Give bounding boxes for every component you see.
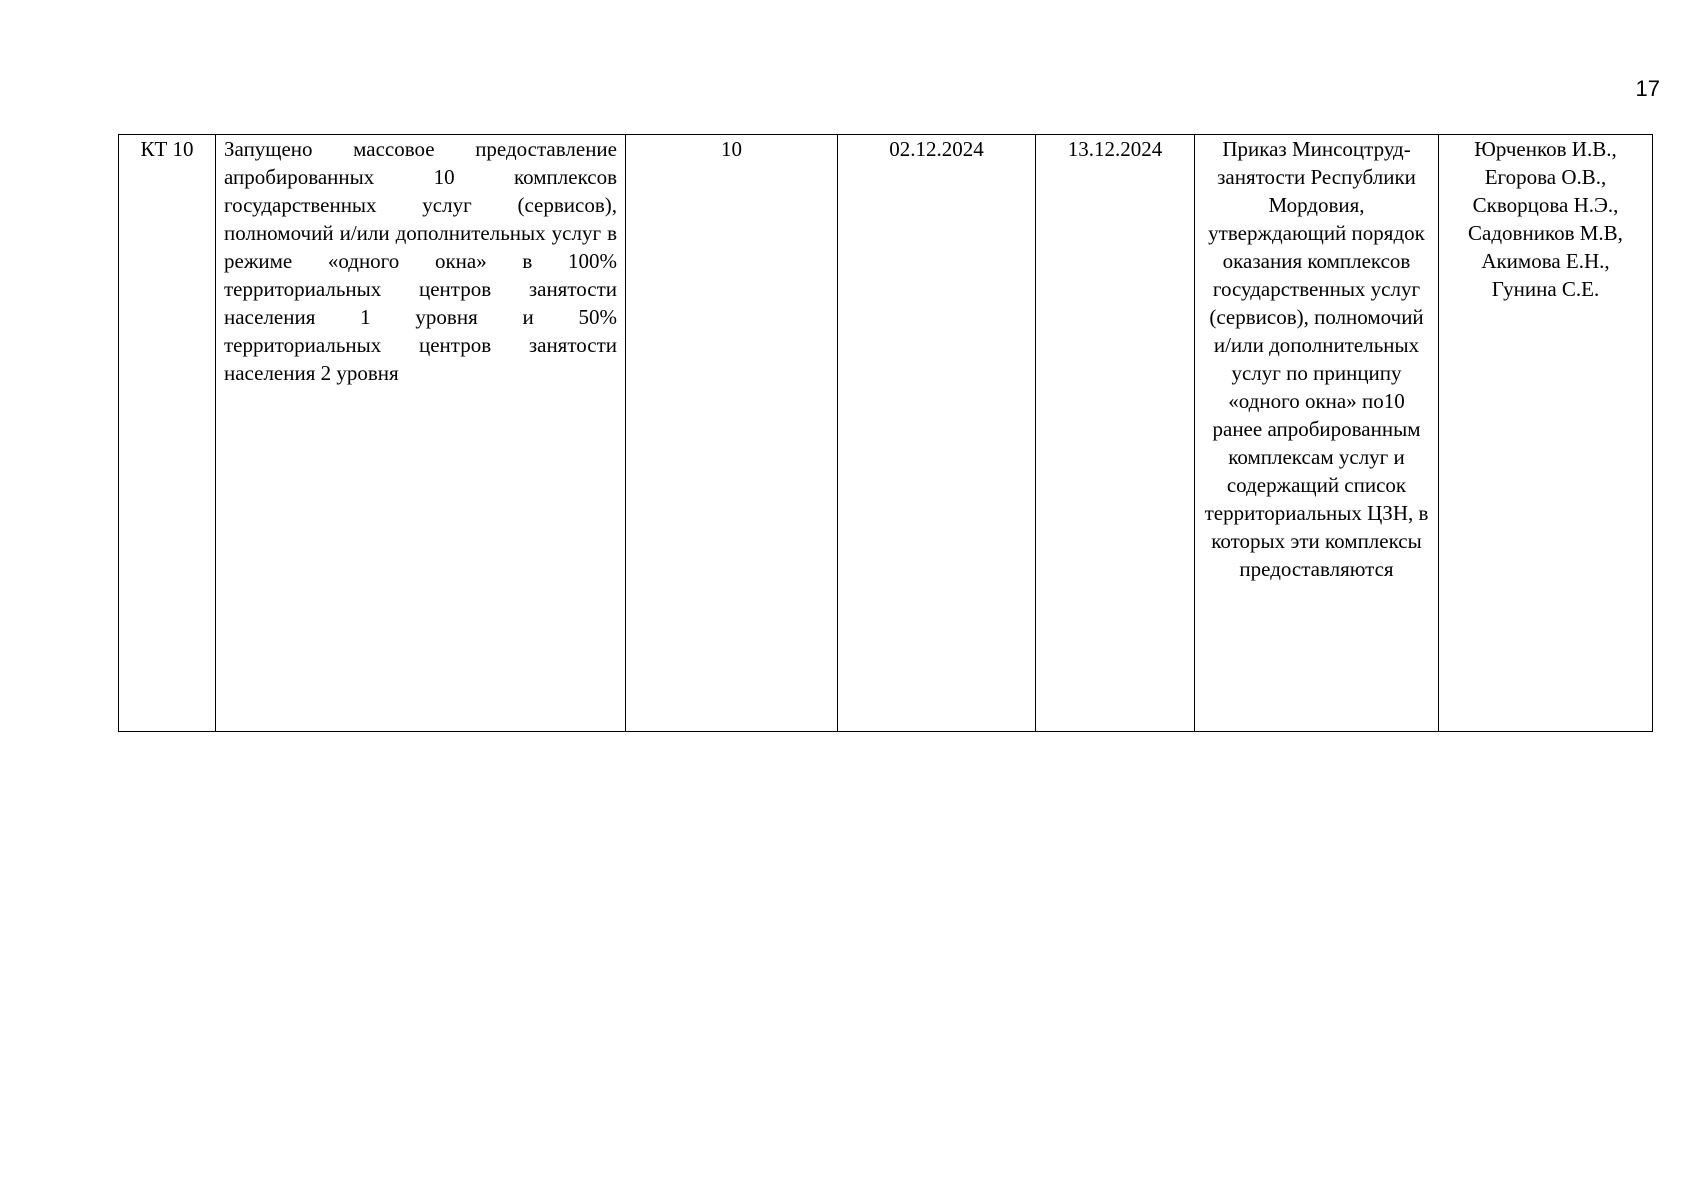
- control-point-description-cell: [216, 135, 626, 732]
- document-cell: [1195, 135, 1439, 732]
- end-date: 13.12.2024: [1067, 137, 1163, 161]
- value-cell: [626, 135, 838, 732]
- start-date-cell: [838, 135, 1036, 732]
- table-row: [119, 135, 1653, 732]
- responsible-person: Акимова Е.Н.,: [1481, 249, 1610, 273]
- responsible-person: Юрченков И.В.,: [1474, 137, 1617, 161]
- responsible-cell: [1439, 135, 1653, 732]
- control-point-code-cell: [119, 135, 216, 732]
- responsible-person: Скворцова Н.Э.,: [1472, 193, 1619, 217]
- responsible-person: Садовников М.В,: [1468, 221, 1623, 245]
- control-points-table: [118, 134, 1653, 732]
- start-date: 02.12.2024: [889, 137, 984, 161]
- page-number: 17: [1635, 76, 1660, 101]
- document-description: Приказ Минсоцтруд-занятости Республики Мордовия, утверждающий порядок оказания комплексов государственных услуг (сервисов), полномочий и/или дополнительных услуг по принципу «одного окна» по10 ранее апробированным комплексам услуг и содержащий список территориальных ЦЗН, в которых эти комплексы предоставляются: [1204, 137, 1429, 581]
- value: 10: [721, 137, 742, 161]
- responsible-person: Егорова О.В.,: [1484, 165, 1607, 189]
- control-point-description: Запущено массовое предоставление апробированных 10 комплексов государственных услуг (сервисов), полномочий и/или дополнительных услуг в режиме «одного окна» в 100% территориальных центров занятости населения 1 уровня и 50% территориальных центров занятости населения 2 уровня: [224, 137, 617, 385]
- responsible-person: Гунина С.Е.: [1491, 277, 1600, 301]
- end-date-cell: [1036, 135, 1195, 732]
- control-point-code: КТ 10: [140, 137, 194, 161]
